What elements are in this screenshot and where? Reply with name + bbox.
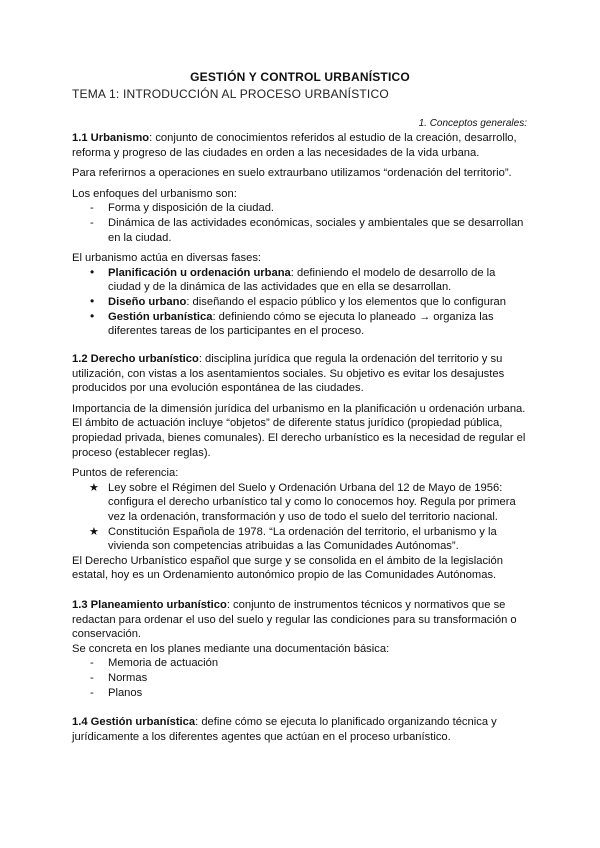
paragraph xyxy=(72,598,530,642)
section-1-3 xyxy=(72,598,530,700)
paragraph xyxy=(72,131,530,160)
list-item: - Normas xyxy=(90,671,148,684)
list-item: • Diseño urbano: diseñando el espacio público y los elementos que lo configuran xyxy=(90,293,507,308)
list-item: - Memoria de actuación xyxy=(90,657,219,670)
list-item: - Forma y disposición de la ciudad. xyxy=(90,202,275,215)
section-note: 1. Conceptos generales: xyxy=(418,118,527,129)
list-item: ★ Ley sobre el Régimen del Suelo y Ordenación Urbana del 12 de Mayo de 1956: configura el derecho urbanístico tal y como lo conocemos hoy. Regula por primera vez la ordenación, transformación y uso de todo el suelo del territorio nacional. xyxy=(89,481,516,523)
paragraph: Los enfoques del urbanismo son: xyxy=(72,187,237,200)
doc-subtitle: TEMA 1: INTRODUCCIÓN AL PROCESO URBANÍSTICO xyxy=(72,87,389,101)
section-heading: 1.1 Urbanismo xyxy=(72,132,150,144)
list-item: - Planos xyxy=(90,686,143,699)
list-item: ★ Constitución Española de 1978. “La ordenación del territorio, el urbanismo y la vivienda son competencias atribuidas a las Comunidades Autónomas”. xyxy=(89,525,497,553)
paragraph: El urbanismo actúa en diversas fases: xyxy=(72,252,262,265)
paragraph: El Derecho Urbanístico español que surge y se consolida en el ámbito de la legislación estatal, hoy es un Ordenamiento autonómico propio de las Comunidades Autónomas. xyxy=(72,554,503,582)
paragraph: Para referirnos a operaciones en suelo extraurbano utilizamos “ordenación del territorio”. xyxy=(72,167,512,180)
section-1-1 xyxy=(72,131,530,339)
section-1-4 xyxy=(72,715,530,744)
puntos-list xyxy=(72,481,530,554)
paragraph xyxy=(72,352,530,396)
paragraph-text: : conjunto de instrumentos técnicos y normativos que se redactan para ordenar el uso del suelo y regular las condiciones para su transformación o conservación. xyxy=(72,599,517,641)
paragraph: Importancia de la dimensión jurídica del urbanismo en la planificación u ordenación urbana. El ámbito de actuación incluye “objetos” de diferente status jurídico (propiedad pública, propiedad privada, bienes comunales). El derecho urbanístico es la necesidad de regular el proceso (establecer reglas). xyxy=(72,402,526,459)
paragraph-text: : conjunto de conocimientos referidos al estudio de la creación, desarrollo, reforma y progreso de las ciudades en orden a las necesidades de la vida urbana. xyxy=(72,132,517,159)
section-heading: 1.2 Derecho urbanístico xyxy=(72,353,199,365)
list-item: - Dinámica de las actividades económicas, sociales y ambientales que se desarrollan en la ciudad. xyxy=(90,216,524,244)
section-1-2 xyxy=(72,352,530,583)
doc-title: GESTIÓN Y CONTROL URBANÍSTICO xyxy=(190,70,410,84)
docs-list xyxy=(72,656,530,700)
section-heading: 1.4 Gestión urbanística xyxy=(72,716,196,728)
paragraph: Puntos de referencia: xyxy=(72,467,179,480)
paragraph: Se concreta en los planes mediante una documentación básica: xyxy=(72,642,390,655)
paragraph-text: : define cómo se ejecuta lo planificado organizando técnica y jurídicamente a los diferentes agentes que actúan en el proceso urbanístico. xyxy=(72,716,497,743)
paragraph-text: : disciplina jurídica que regula la ordenación del territorio y su utilización, con vistas a los asentamientos sociales. Su objetivo es evitar los desajustes producidos por una evolución espontánea de las ciudades. xyxy=(72,353,505,395)
fases-list xyxy=(72,266,530,339)
paragraph xyxy=(72,715,530,744)
enfoques-list xyxy=(72,201,530,245)
section-heading: 1.3 Planeamiento urbanístico xyxy=(72,599,227,611)
list-item: • Gestión urbanística: definiendo cómo se ejecuta lo planeado → organiza las diferentes tareas de los participantes en el proceso. xyxy=(90,308,494,338)
list-item: • Planificación u ordenación urbana: definiendo el modelo de desarrollo de la ciudad y de la dinámica de las actividades que en ella se desarrollan. xyxy=(90,264,496,294)
